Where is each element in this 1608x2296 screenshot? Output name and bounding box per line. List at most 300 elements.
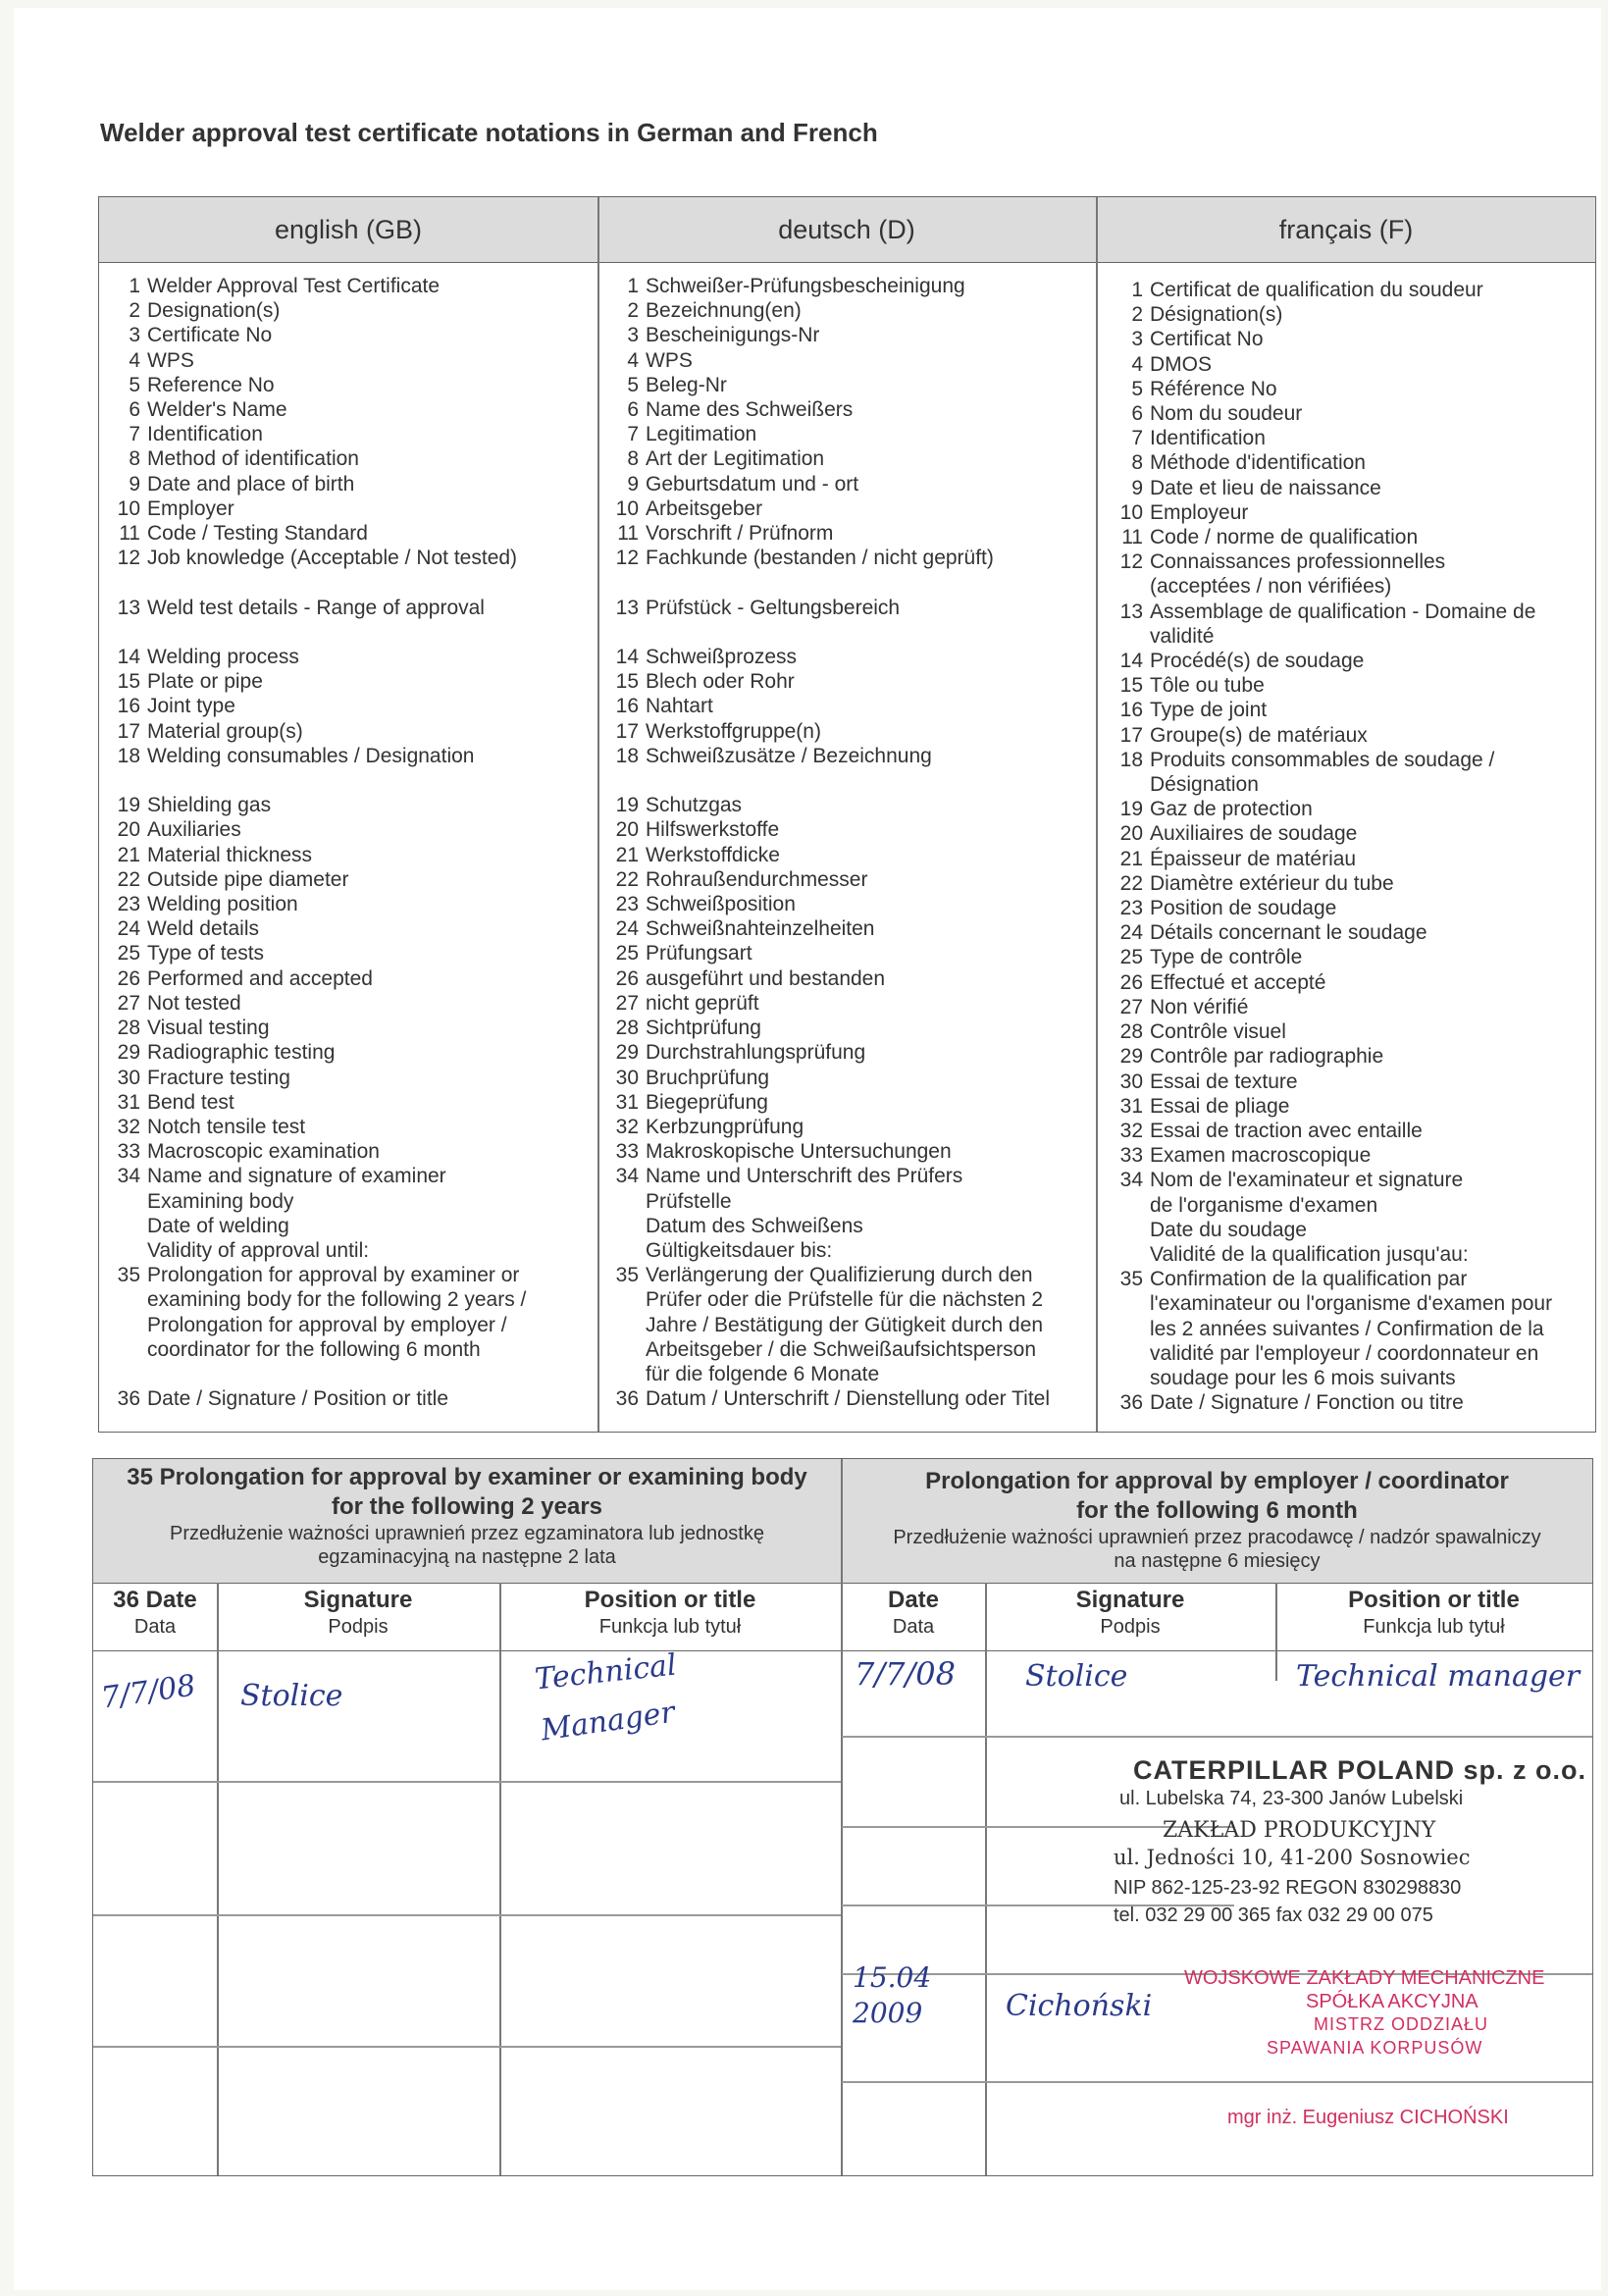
notation-item [107,1115,526,1139]
item-text: Date / Signature / Position or title [147,1387,448,1411]
item-text: Arbeitsgeber [646,496,763,520]
item-text: Performed and accepted [147,966,373,990]
item-number: 19 [117,794,140,817]
item-text: Gaz de protection [1150,798,1313,821]
item-number: 30 [615,1066,639,1089]
item-text [147,1362,153,1386]
notation-item [107,1313,526,1337]
item-text: Blech oder Rohr [646,670,795,694]
item-text: examining body for the following 2 years / [147,1288,527,1312]
item-number: 22 [1119,871,1143,895]
notation-item [107,1139,526,1164]
examiner-prolongation-polish: Przedłużenie ważności uprawnień przez egzaminatora lub jednostkę [170,1523,764,1544]
item-text: Date et lieu de naissance [1150,476,1381,499]
notation-item [605,397,1050,422]
item-text: Prolongation for approval by employer / [147,1313,507,1336]
caterpillar-stamp-address: ul. Lubelska 74, 23-300 Janów Lubelski [1119,1788,1464,1809]
notation-item [1110,549,1552,574]
notation-item [1110,723,1552,748]
item-number: 27 [1119,995,1143,1018]
notation-item [605,744,1050,768]
item-number: 30 [1119,1070,1143,1093]
item-number: 36 [615,1387,639,1411]
employer-prolongation-polish: Przedłużenie ważności uprawnień przez pracodawcę / nadzór spawalniczy [893,1527,1541,1548]
item-text [646,768,651,793]
notation-item [605,843,1050,867]
item-number [605,1313,646,1337]
notation-item [107,1386,526,1411]
item-number: 23 [117,893,140,916]
notation-item [605,1139,1050,1164]
item-number: 15 [615,670,639,694]
item-number: 25 [117,942,140,965]
item-text: les 2 années suivantes / Confirmation de la [1150,1317,1544,1340]
item-number: 1 [1131,279,1143,301]
item-text: Schweißnahteinzelheiten [646,917,875,941]
date-label: 36 Date [113,1587,197,1613]
notation-item [1110,871,1552,896]
notation-item [1110,327,1552,351]
item-number [605,1287,646,1312]
item-text: Macroscopic examination [147,1140,380,1164]
notation-item [107,348,526,373]
item-text: validité [1150,624,1215,648]
wzm-stamp-line4: SPAWANIA KORPUSÓW [1267,2038,1483,2058]
notation-item [1110,401,1552,426]
notation-item [107,966,526,991]
notation-item [605,768,1050,793]
column-divider [1096,197,1098,1432]
position-label-pl: Funkcja lub tytuł [598,1616,742,1638]
caterpillar-stamp-dept: ZAKŁAD PRODUKCYJNY [1163,1818,1436,1843]
item-text: de l'organisme d'examen [1150,1193,1378,1217]
notation-item [605,916,1050,941]
item-text: Examen macroscopique [1150,1144,1372,1168]
notation-item [1110,624,1552,649]
item-number: 20 [117,818,140,842]
notation-item [1110,821,1552,846]
caterpillar-stamp-address-2: ul. Jedności 10, 41-200 Sosnowiec [1114,1846,1471,1869]
signature-header-right [985,1583,1275,1651]
item-text: Prüfungsart [646,942,752,965]
item-number: 14 [117,646,140,669]
notation-item [605,1362,1050,1386]
item-text: Position de soudage [1150,897,1337,920]
item-number: 36 [1119,1391,1143,1415]
grid-line [93,2046,841,2048]
employer-prolongation-header [842,1459,1592,1584]
item-number: 4 [627,348,639,372]
item-number [605,1238,646,1263]
notation-item [605,694,1050,718]
notation-item [107,1189,526,1214]
item-text: Joint type [147,695,235,718]
notation-item [107,1362,526,1386]
item-number [605,1189,646,1214]
notation-item [605,669,1050,694]
item-number: 2 [1131,303,1143,327]
position-label: Position or title [1348,1587,1520,1613]
item-text: Biegeprüfung [646,1090,768,1114]
handwritten-position-2: Manager [539,1695,677,1748]
date-label-pl: Data [133,1616,177,1638]
item-text: Désignation(s) [1150,303,1283,327]
item-number: 2 [627,299,639,323]
notation-item [1110,1291,1552,1316]
notation-item [107,694,526,718]
item-number [107,1214,147,1238]
position-label-pl: Funkcja lub tytuł [1363,1616,1505,1638]
notation-item [605,817,1050,842]
notation-item [107,1287,526,1312]
item-number [605,1362,646,1386]
item-text [147,768,153,793]
notation-item [1110,278,1552,302]
notation-item [1110,1143,1552,1168]
item-text: Identification [147,423,263,446]
employer-prolongation-title: Prolongation for approval by employer / coordinator [925,1468,1509,1494]
item-text: Type of tests [147,942,265,965]
item-number: 28 [615,1017,639,1040]
notation-item [605,1189,1050,1214]
item-text: Plate or pipe [147,670,263,694]
item-text: Produits consommables de soudage / [1150,748,1495,771]
item-text: Code / Testing Standard [147,522,368,546]
item-text: Prüfstelle [646,1189,732,1213]
item-text: Vorschrift / Prüfnorm [646,522,834,546]
caterpillar-stamp-ids: NIP 862-125-23-92 REGON 830298830 [1114,1877,1462,1899]
item-text: Type de joint [1150,699,1268,722]
item-number: 17 [615,719,639,743]
item-number [107,1287,147,1312]
item-number: 3 [1131,328,1143,351]
item-text: Type de contrôle [1150,946,1303,969]
notation-item [605,719,1050,744]
item-number: 29 [117,1041,140,1065]
item-text: Werkstoffgruppe(n) [646,719,821,743]
item-text: Certificat de qualification du soudeur [1150,279,1483,301]
item-number: 14 [615,646,639,669]
item-number: 28 [117,1017,140,1040]
item-number: 11 [119,522,140,546]
item-number: 15 [117,670,140,694]
item-number: 35 [615,1264,639,1287]
notation-item [605,1090,1050,1115]
item-text: DMOS [1150,352,1212,376]
item-number [1110,624,1150,649]
item-text: Validité de la qualification jusqu'au: [1150,1242,1469,1266]
item-number: 10 [117,496,140,520]
employer-prolongation-polish-2: na następne 6 miesięcy [1114,1550,1321,1572]
notation-item [107,397,526,422]
item-number: 2 [129,299,140,323]
notation-item [605,472,1050,496]
date-label: Date [887,1587,940,1613]
item-number [605,1337,646,1362]
notation-item [605,570,1050,595]
item-text: Méthode d'identification [1150,451,1366,475]
employer-prolongation-title-2: for the following 6 month [1076,1497,1358,1524]
item-text: Schweißprozess [646,646,798,669]
item-number: 8 [627,447,639,471]
notation-item [1110,673,1552,698]
notation-item [605,991,1050,1016]
item-number: 3 [129,324,140,347]
signature-header-left [217,1583,499,1651]
notation-item [107,867,526,892]
item-text: Welding process [147,646,299,669]
item-text [147,620,153,645]
grid-line [93,1781,841,1783]
notation-item [605,1066,1050,1090]
notation-item [605,422,1050,446]
notation-item [605,1040,1050,1065]
notation-item [107,274,526,298]
item-number: 34 [1119,1169,1143,1192]
item-text: Référence No [1150,377,1277,400]
item-text: Procédé(s) de soudage [1150,650,1365,673]
notation-item [1110,748,1552,772]
notation-item [605,298,1050,323]
item-text: Date and place of birth [147,472,355,496]
item-number: 28 [1119,1020,1143,1044]
date-header-left [93,1583,217,1651]
item-text: Weld details [147,917,260,941]
item-text: l'examinateur ou l'organisme d'examen pour [1150,1292,1553,1316]
item-text: Certificat No [1150,328,1264,351]
date-header-right [842,1583,985,1651]
notation-item [1110,995,1552,1019]
item-text: Prüfstück - Geltungsbereich [646,596,901,619]
notation-item [1110,574,1552,599]
item-text: Épaisseur de matériau [1150,847,1357,870]
item-number: 24 [117,917,140,941]
item-text: Method of identification [147,447,359,471]
item-text: Auxiliaries [147,818,241,842]
item-text: Outside pipe diameter [147,867,349,891]
notation-item [107,843,526,867]
notation-item [107,422,526,446]
notation-item [107,793,526,817]
item-number [605,620,646,645]
column-header-francais: français (F) [1278,214,1414,244]
item-number: 30 [117,1066,140,1089]
item-text: Name und Unterschrift des Prüfers [646,1165,963,1188]
item-number: 33 [615,1140,639,1164]
item-text: Name des Schweißers [646,398,854,422]
item-number [605,1214,646,1238]
notation-item [107,768,526,793]
item-text: Bezeichnung(en) [646,299,802,323]
item-number [107,1362,147,1386]
notation-item [605,1287,1050,1312]
notation-item [605,645,1050,669]
notation-item [605,546,1050,570]
item-text: Schweißposition [646,893,796,916]
item-number: 22 [117,867,140,891]
item-text: Nahtart [646,695,713,718]
item-number [107,1189,147,1214]
item-text: coordinator for the following 6 month [147,1337,481,1361]
examiner-prolongation-header [93,1459,842,1584]
notation-item [107,744,526,768]
item-number: 21 [117,843,140,866]
handwritten-date: 7/7/08 [99,1668,198,1716]
item-text: Reference No [147,373,275,396]
signature-label-pl: Podpis [1100,1616,1161,1638]
item-text: Certificate No [147,324,273,347]
grid-line [93,1914,841,1916]
item-text: Welding consumables / Designation [147,744,475,767]
notation-item [1110,1094,1552,1119]
item-text: WPS [646,348,693,372]
item-text: Radiographic testing [147,1041,336,1065]
item-text: Détails concernant le soudage [1150,921,1427,945]
item-text: Jahre / Bestätigung der Gütigkeit durch den [646,1313,1044,1336]
item-number: 29 [1119,1045,1143,1069]
notation-item [107,546,526,570]
item-text: Assemblage de qualification - Domaine de [1150,600,1536,623]
item-number [1110,1193,1150,1218]
item-number: 5 [627,373,639,396]
examiner-prolongation-polish-2: egzaminacyjną na następne 2 lata [318,1546,616,1568]
item-number: 16 [117,695,140,718]
item-text: für die folgende 6 Monate [646,1362,880,1385]
item-text: Fracture testing [147,1066,290,1089]
item-number: 36 [117,1387,140,1411]
item-number: 13 [1119,600,1143,623]
column-divider [597,197,599,1432]
item-text: Arbeitsgeber / die Schweißaufsichtsperson [646,1337,1037,1361]
item-number: 20 [1119,822,1143,846]
item-text: Connaissances professionnelles [1150,550,1446,574]
item-number: 10 [1119,500,1143,524]
caterpillar-stamp-tel: tel. 032 29 00 365 fax 032 29 00 075 [1114,1905,1433,1926]
item-number: 10 [615,496,639,520]
position-label: Position or title [584,1587,756,1613]
notation-item [107,669,526,694]
notation-item [1110,847,1552,871]
item-number: 11 [617,522,639,546]
notation-item [1110,302,1552,327]
item-text: Durchstrahlungsprüfung [646,1041,866,1065]
item-text: Prüfer oder die Prüfstelle für die nächsten 2 [646,1288,1044,1312]
handwritten-signature-right: Stolice [1025,1659,1128,1694]
notation-item [1110,1019,1552,1044]
handwritten-signature: Stolice [240,1679,343,1713]
item-number: 24 [1119,921,1143,945]
item-text: Confirmation de la qualification par [1150,1268,1468,1291]
item-text: Effectué et accepté [1150,970,1326,994]
item-text: Date of welding [147,1214,289,1237]
notation-item [1110,1341,1552,1366]
notation-item [1110,1193,1552,1218]
notation-item [605,446,1050,471]
notation-item [1110,1242,1552,1267]
item-number: 32 [1119,1119,1143,1142]
item-number: 31 [615,1090,639,1114]
item-text: Shielding gas [147,794,272,817]
item-number: 15 [1119,674,1143,698]
item-number: 26 [117,966,140,990]
certificate-sheet [14,8,1601,2290]
item-number: 7 [129,423,140,446]
column-header-deutsch: deutsch (D) [778,214,915,244]
grid-line [842,2081,1592,2083]
item-text: Gültigkeitsdauer bis: [646,1238,833,1262]
item-number [107,570,147,595]
item-text: Verlängerung der Qualifizierung durch den [646,1264,1033,1287]
grid-line [842,1736,1592,1738]
notation-item [605,867,1050,892]
item-number: 7 [627,423,639,446]
notation-item [1110,649,1552,673]
handwritten-date-2: 15.04 [853,1961,932,1994]
item-number [1110,772,1150,797]
item-text: Tôle ou tube [1150,674,1265,698]
notation-item [1110,1317,1552,1341]
item-text: Designation(s) [147,299,281,323]
item-number: 34 [117,1165,140,1188]
item-text: Date du soudage [1150,1218,1307,1241]
notation-item [107,645,526,669]
item-text: Rohraußendurchmesser [646,867,868,891]
item-text: (acceptées / non vérifiées) [1150,575,1392,599]
notation-item [1110,1070,1552,1094]
item-text: Legitimation [646,423,757,446]
item-text: Désignation [1150,773,1259,797]
item-number: 3 [627,324,639,347]
item-number: 35 [117,1264,140,1287]
item-number: 24 [615,917,639,941]
item-number: 23 [615,893,639,916]
inspector-name-stamp: mgr inż. Eugeniusz CICHOŃSKI [1227,2107,1509,2128]
item-number: 25 [615,942,639,965]
item-number: 8 [129,447,140,471]
item-number: 8 [1131,451,1143,475]
item-number: 17 [1119,723,1143,747]
item-number: 18 [615,744,639,767]
item-number: 13 [615,596,639,619]
notation-item [1110,500,1552,525]
notation-item [1110,600,1552,624]
item-number: 35 [1119,1268,1143,1291]
notation-item [1110,1390,1552,1415]
item-number [605,768,646,793]
notation-item [605,1386,1050,1411]
notation-item [605,892,1050,916]
examiner-prolongation-title: 35 Prolongation for approval by examiner or examining body [127,1464,807,1490]
item-text: ausgeführt und bestanden [646,966,886,990]
date-label-pl: Data [892,1616,935,1638]
item-number: 12 [117,547,140,570]
signature-label: Signature [303,1587,413,1613]
notation-item [1110,476,1552,500]
notation-item [605,596,1050,620]
item-text: Examining body [147,1189,294,1213]
notation-item [605,1164,1050,1188]
item-text: Auxiliaires de soudage [1150,822,1358,846]
caterpillar-stamp-name: CATERPILLAR POLAND sp. z o.o. [1133,1755,1586,1785]
item-text: Not tested [147,991,241,1015]
item-number [1110,1218,1150,1242]
item-text: Welding position [147,893,298,916]
handwritten-position-right: Technical manager [1296,1659,1581,1694]
notation-item [107,1016,526,1040]
item-number [1110,1317,1150,1341]
item-text: Welder's Name [147,398,287,422]
notation-item [107,1263,526,1287]
